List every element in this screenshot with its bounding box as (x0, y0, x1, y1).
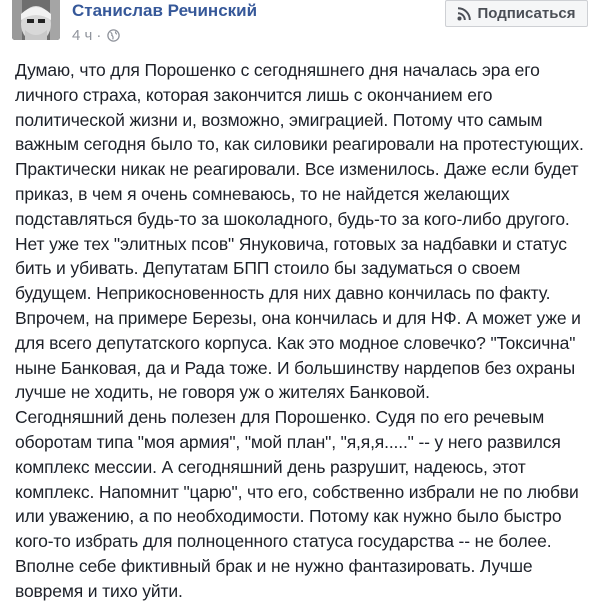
post-text-line: Практически никак не реагировали. Все изменилось. Даже если будет (15, 159, 579, 180)
post-text-line: подставляться будь-то за шоколадного, будь-то за кого-либо другого. (15, 208, 570, 229)
post-text-line: личного страха, которая закончится лишь с окончанием его (15, 84, 493, 105)
post-text-line: Думаю, что для Порошенко с сегодняшнего дня началась эра его (15, 60, 540, 80)
globe-icon[interactable] (107, 29, 120, 42)
post-text-line: Сегодняшний день полезен для Порошенко. Судя по его речевым (15, 407, 545, 428)
post-text-line: оборотам типа "моя армия", "мой план", "я,я,я....." -- у него развился (15, 431, 561, 452)
post-text-line: важным сегодня было то, как силовики реагировали на протестующих. (15, 134, 584, 155)
post-text-line: будущем. Неприкосновенность для них давно кончилась по факту. (15, 283, 551, 304)
follow-button[interactable] (445, 0, 588, 27)
post-meta (72, 27, 120, 44)
post-text-line: Впрочем, на примере Березы, она кончилась и для НФ. А может уже и (15, 307, 581, 328)
post-text-line: ныне Банковая, да и Рада тоже. И большинству нардепов без охраны (15, 357, 575, 378)
post-text-line: Нет уже тех "элитных псов" Януковича, готовых за надбавки и статус (15, 233, 567, 254)
post-text-line: для всего депутатского корпуса. Как это модное словечко? "Токсична" (15, 332, 576, 353)
post-text-line: или уважению, а по необходимости. Потому как нужно было быстро (15, 506, 562, 527)
avatar-photo-icon (12, 0, 60, 40)
post-text-line: вовремя и тихо уйти. (15, 580, 183, 601)
post-text-line: приказ, в чем я очень сомневаюсь, то не найдется желающих (15, 183, 510, 204)
post-text-line: бить и убивать. Депутатам БПП стоило бы задуматься о своем (15, 258, 521, 279)
post-text-line: Вполне себе фиктивный брак и не нужно фантазировать. Лучше (15, 555, 533, 576)
follow-button-label: Подписаться (477, 5, 576, 22)
post-text-line: комплекс. Напомнит "царю", что его, собственно избрали не по любви (15, 481, 579, 502)
rss-icon (457, 7, 471, 21)
post-time[interactable]: 4 ч (72, 27, 93, 44)
post-text-line: политической жизни и, возможно, эмиграцией. Потому что самым (15, 109, 543, 130)
post-text (15, 58, 611, 604)
avatar[interactable] (12, 0, 60, 40)
post-text-line: комплекс мессии. А сегодняшний день разрушит, надеюсь, этот (15, 456, 526, 477)
post-text-line: кого-то избрать для полноценного статуса государства -- не более. (15, 531, 552, 552)
post-text-line: лучше не ходить, не говоря уж о жителях Банковой. (15, 382, 430, 403)
author-name[interactable]: Станислав Речинский (72, 1, 258, 20)
meta-separator: · (96, 27, 102, 44)
